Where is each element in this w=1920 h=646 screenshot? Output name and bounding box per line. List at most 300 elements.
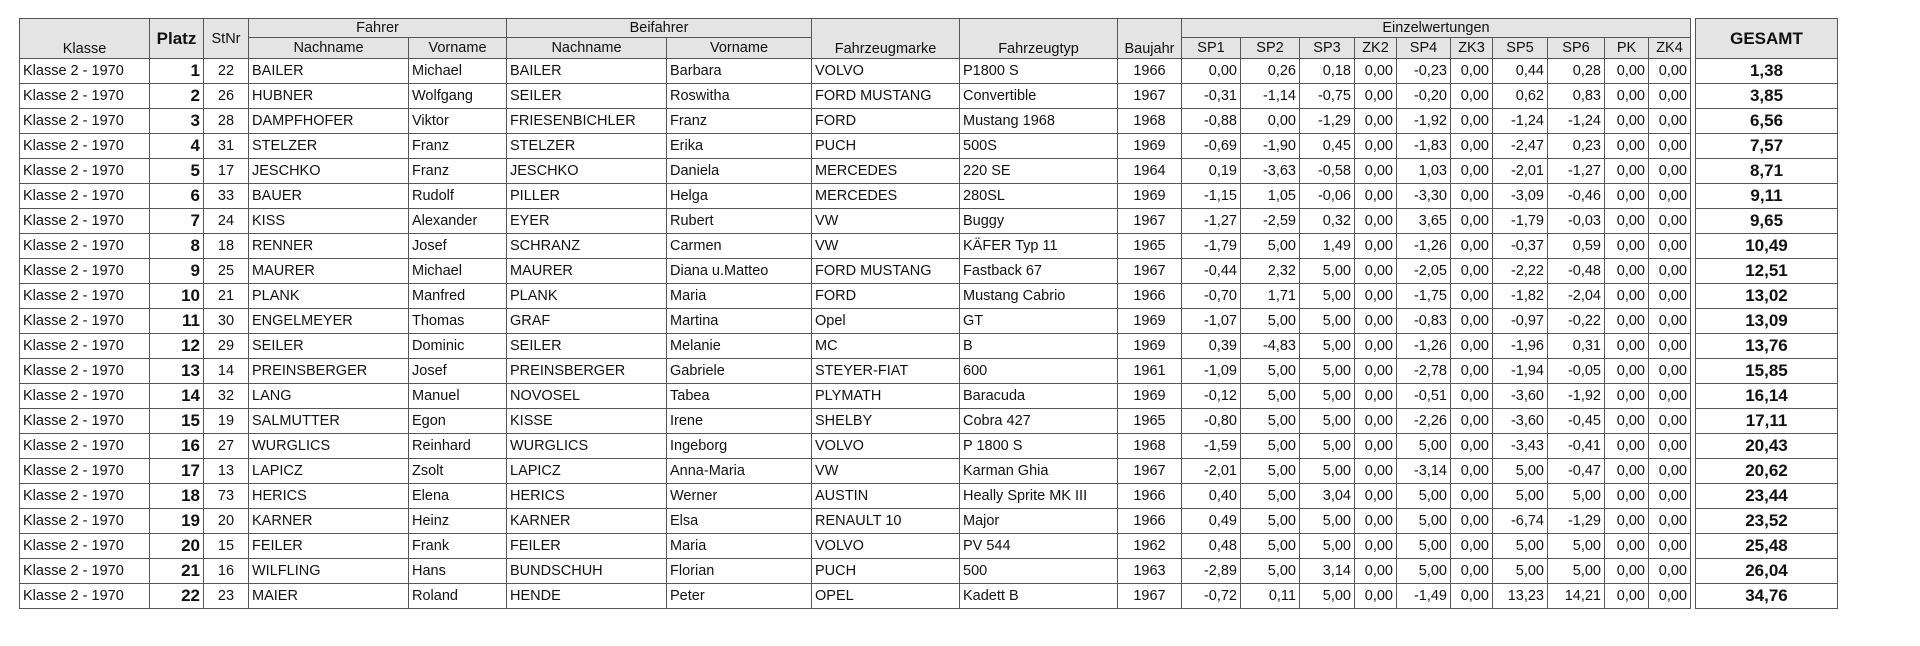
cell-platz: 17 [150,459,204,484]
header-fahrzeugtyp: Fahrzeugtyp [960,19,1118,59]
cell-sp6: 5,00 [1548,484,1605,509]
cell-fahrer-vorname: Roland [409,584,507,609]
cell-sp5: 13,23 [1493,584,1548,609]
cell-zk4: 0,00 [1649,259,1691,284]
header-stnr: StNr [204,19,249,59]
cell-zk2: 0,00 [1355,284,1397,309]
cell-zk2: 0,00 [1355,134,1397,159]
cell-fahrer-vorname: Josef [409,234,507,259]
cell-pk: 0,00 [1605,259,1649,284]
cell-sp2: -1,14 [1241,84,1300,109]
cell-pk: 0,00 [1605,334,1649,359]
cell-zk2: 0,00 [1355,384,1397,409]
cell-klasse: Klasse 2 - 1970 [20,509,150,534]
cell-fahrer-nachname: RENNER [249,234,409,259]
cell-stnr: 20 [204,509,249,534]
cell-pk: 0,00 [1605,84,1649,109]
cell-fahrzeugmarke: SHELBY [812,409,960,434]
table-row [20,209,1838,234]
cell-platz: 16 [150,434,204,459]
header-einzelwertungen: Einzelwertungen [1182,19,1691,38]
cell-fahrzeugmarke: STEYER-FIAT [812,359,960,384]
cell-zk2: 0,00 [1355,409,1397,434]
cell-fahrzeugtyp: 600 [960,359,1118,384]
cell-zk3: 0,00 [1451,134,1493,159]
cell-platz: 22 [150,584,204,609]
cell-gesamt: 16,14 [1696,384,1838,409]
cell-fahrzeugmarke: PLYMATH [812,384,960,409]
table-row [20,384,1838,409]
cell-fahrzeugmarke: FORD MUSTANG [812,84,960,109]
cell-sp5: -6,74 [1493,509,1548,534]
cell-baujahr: 1967 [1118,584,1182,609]
header-sp2: SP2 [1241,38,1300,59]
cell-baujahr: 1969 [1118,184,1182,209]
cell-sp5: -1,94 [1493,359,1548,384]
cell-zk4: 0,00 [1649,409,1691,434]
header-klasse: Klasse [20,19,150,59]
cell-zk3: 0,00 [1451,159,1493,184]
cell-zk4: 0,00 [1649,84,1691,109]
cell-gesamt: 1,38 [1696,59,1838,84]
cell-beifahrer-nachname: STELZER [507,134,667,159]
cell-sp3: 5,00 [1300,534,1355,559]
cell-fahrzeugtyp: Mustang 1968 [960,109,1118,134]
cell-baujahr: 1966 [1118,509,1182,534]
cell-sp2: 5,00 [1241,434,1300,459]
cell-fahrzeugmarke: AUSTIN [812,484,960,509]
cell-fahrer-nachname: SEILER [249,334,409,359]
cell-sp6: 5,00 [1548,534,1605,559]
cell-sp4: -3,14 [1397,459,1451,484]
cell-stnr: 18 [204,234,249,259]
cell-sp5: -1,96 [1493,334,1548,359]
cell-stnr: 19 [204,409,249,434]
cell-sp3: -0,58 [1300,159,1355,184]
cell-fahrzeugtyp: 220 SE [960,159,1118,184]
cell-baujahr: 1967 [1118,259,1182,284]
cell-sp3: 5,00 [1300,409,1355,434]
cell-beifahrer-nachname: BUNDSCHUH [507,559,667,584]
cell-fahrer-nachname: PLANK [249,284,409,309]
cell-baujahr: 1969 [1118,384,1182,409]
cell-fahrer-vorname: Heinz [409,509,507,534]
cell-baujahr: 1965 [1118,409,1182,434]
cell-zk4: 0,00 [1649,59,1691,84]
header-fahrzeugmarke: Fahrzeugmarke [812,19,960,59]
cell-stnr: 31 [204,134,249,159]
cell-sp6: -0,22 [1548,309,1605,334]
cell-sp6: 0,23 [1548,134,1605,159]
header-sp4: SP4 [1397,38,1451,59]
cell-zk3: 0,00 [1451,84,1493,109]
table-row [20,334,1838,359]
table-row [20,484,1838,509]
cell-zk2: 0,00 [1355,59,1397,84]
cell-gesamt: 20,43 [1696,434,1838,459]
cell-pk: 0,00 [1605,459,1649,484]
cell-pk: 0,00 [1605,484,1649,509]
cell-sp1: 0,49 [1182,509,1241,534]
cell-zk4: 0,00 [1649,534,1691,559]
cell-sp3: -0,06 [1300,184,1355,209]
cell-platz: 11 [150,309,204,334]
cell-zk3: 0,00 [1451,559,1493,584]
cell-pk: 0,00 [1605,109,1649,134]
cell-beifahrer-nachname: PLANK [507,284,667,309]
cell-fahrer-vorname: Michael [409,59,507,84]
cell-baujahr: 1969 [1118,334,1182,359]
header-zk4: ZK4 [1649,38,1691,59]
cell-fahrzeugmarke: VOLVO [812,59,960,84]
cell-sp1: -0,72 [1182,584,1241,609]
cell-fahrer-vorname: Hans [409,559,507,584]
cell-fahrzeugtyp: KÄFER Typ 11 [960,234,1118,259]
cell-fahrer-nachname: WURGLICS [249,434,409,459]
cell-sp3: 0,18 [1300,59,1355,84]
cell-sp4: -0,83 [1397,309,1451,334]
cell-sp2: 5,00 [1241,359,1300,384]
table-row [20,559,1838,584]
cell-zk4: 0,00 [1649,384,1691,409]
cell-sp1: 0,19 [1182,159,1241,184]
cell-sp5: -1,82 [1493,284,1548,309]
cell-stnr: 28 [204,109,249,134]
cell-klasse: Klasse 2 - 1970 [20,484,150,509]
cell-sp1: -0,88 [1182,109,1241,134]
cell-zk3: 0,00 [1451,334,1493,359]
cell-baujahr: 1962 [1118,534,1182,559]
cell-stnr: 32 [204,384,249,409]
cell-stnr: 17 [204,159,249,184]
cell-sp2: 0,26 [1241,59,1300,84]
cell-sp5: -2,22 [1493,259,1548,284]
table-row [20,259,1838,284]
cell-sp5: -2,01 [1493,159,1548,184]
cell-fahrer-vorname: Manfred [409,284,507,309]
cell-stnr: 14 [204,359,249,384]
cell-fahrzeugtyp: Convertible [960,84,1118,109]
cell-fahrer-vorname: Wolfgang [409,84,507,109]
cell-fahrzeugtyp: Baracuda [960,384,1118,409]
cell-zk4: 0,00 [1649,359,1691,384]
cell-sp6: -0,41 [1548,434,1605,459]
header-sp1: SP1 [1182,38,1241,59]
cell-sp4: -2,78 [1397,359,1451,384]
cell-baujahr: 1964 [1118,159,1182,184]
cell-zk2: 0,00 [1355,509,1397,534]
cell-fahrzeugmarke: VW [812,209,960,234]
cell-beifahrer-vorname: Barbara [667,59,812,84]
cell-sp4: 1,03 [1397,159,1451,184]
cell-sp5: 5,00 [1493,484,1548,509]
cell-platz: 18 [150,484,204,509]
cell-zk3: 0,00 [1451,184,1493,209]
cell-klasse: Klasse 2 - 1970 [20,434,150,459]
cell-fahrer-nachname: STELZER [249,134,409,159]
cell-zk3: 0,00 [1451,359,1493,384]
cell-zk2: 0,00 [1355,234,1397,259]
cell-fahrer-vorname: Alexander [409,209,507,234]
header-platz: Platz [150,19,204,59]
cell-beifahrer-vorname: Peter [667,584,812,609]
cell-fahrer-nachname: MAIER [249,584,409,609]
cell-pk: 0,00 [1605,559,1649,584]
cell-zk2: 0,00 [1355,209,1397,234]
cell-sp4: 5,00 [1397,534,1451,559]
cell-sp2: 5,00 [1241,559,1300,584]
cell-beifahrer-nachname: EYER [507,209,667,234]
cell-sp2: 1,05 [1241,184,1300,209]
cell-sp4: -0,20 [1397,84,1451,109]
cell-gesamt: 13,09 [1696,309,1838,334]
cell-zk4: 0,00 [1649,209,1691,234]
cell-klasse: Klasse 2 - 1970 [20,334,150,359]
cell-platz: 13 [150,359,204,384]
cell-sp2: 5,00 [1241,459,1300,484]
cell-fahrer-nachname: BAILER [249,59,409,84]
table-row [20,434,1838,459]
cell-zk4: 0,00 [1649,109,1691,134]
cell-platz: 7 [150,209,204,234]
cell-fahrzeugmarke: FORD MUSTANG [812,259,960,284]
cell-klasse: Klasse 2 - 1970 [20,234,150,259]
cell-fahrzeugmarke: PUCH [812,134,960,159]
cell-fahrer-nachname: ENGELMEYER [249,309,409,334]
cell-sp2: 5,00 [1241,484,1300,509]
cell-sp6: -0,48 [1548,259,1605,284]
cell-sp3: -1,29 [1300,109,1355,134]
cell-baujahr: 1966 [1118,484,1182,509]
cell-zk2: 0,00 [1355,259,1397,284]
cell-fahrer-nachname: KISS [249,209,409,234]
cell-sp6: -0,45 [1548,409,1605,434]
table-row [20,409,1838,434]
cell-pk: 0,00 [1605,209,1649,234]
cell-fahrzeugtyp: 280SL [960,184,1118,209]
header-zk3: ZK3 [1451,38,1493,59]
results-sheet [19,18,1838,609]
cell-gesamt: 23,44 [1696,484,1838,509]
cell-baujahr: 1966 [1118,59,1182,84]
cell-zk2: 0,00 [1355,184,1397,209]
cell-sp6: 0,28 [1548,59,1605,84]
cell-beifahrer-vorname: Irene [667,409,812,434]
cell-zk2: 0,00 [1355,534,1397,559]
cell-zk3: 0,00 [1451,109,1493,134]
cell-sp2: 5,00 [1241,234,1300,259]
cell-stnr: 33 [204,184,249,209]
cell-baujahr: 1967 [1118,209,1182,234]
cell-fahrzeugtyp: PV 544 [960,534,1118,559]
cell-sp2: 5,00 [1241,409,1300,434]
cell-beifahrer-nachname: MAURER [507,259,667,284]
cell-fahrzeugmarke: FORD [812,284,960,309]
cell-sp1: -1,15 [1182,184,1241,209]
header-fahrer-vorname: Vorname [409,38,507,59]
cell-sp2: 5,00 [1241,509,1300,534]
table-row [20,284,1838,309]
header-sp5: SP5 [1493,38,1548,59]
cell-beifahrer-vorname: Werner [667,484,812,509]
cell-sp6: -1,29 [1548,509,1605,534]
cell-sp1: -0,44 [1182,259,1241,284]
cell-sp3: 5,00 [1300,309,1355,334]
cell-zk2: 0,00 [1355,84,1397,109]
cell-zk3: 0,00 [1451,259,1493,284]
table-row [20,234,1838,259]
cell-fahrer-vorname: Franz [409,134,507,159]
header-baujahr: Baujahr [1118,19,1182,59]
cell-pk: 0,00 [1605,134,1649,159]
cell-sp6: 5,00 [1548,559,1605,584]
cell-pk: 0,00 [1605,159,1649,184]
cell-gesamt: 26,04 [1696,559,1838,584]
cell-pk: 0,00 [1605,584,1649,609]
cell-beifahrer-nachname: PREINSBERGER [507,359,667,384]
cell-zk2: 0,00 [1355,584,1397,609]
cell-fahrer-vorname: Reinhard [409,434,507,459]
cell-sp4: -1,26 [1397,234,1451,259]
cell-fahrzeugtyp: Kadett B [960,584,1118,609]
cell-sp5: 0,62 [1493,84,1548,109]
cell-baujahr: 1965 [1118,234,1182,259]
cell-sp4: -1,75 [1397,284,1451,309]
cell-fahrzeugtyp: Major [960,509,1118,534]
cell-sp5: -3,09 [1493,184,1548,209]
cell-sp2: 2,32 [1241,259,1300,284]
cell-sp6: 0,59 [1548,234,1605,259]
cell-klasse: Klasse 2 - 1970 [20,259,150,284]
cell-sp2: 0,00 [1241,109,1300,134]
header-sp3: SP3 [1300,38,1355,59]
header-fahrer: Fahrer [249,19,507,38]
cell-fahrer-vorname: Egon [409,409,507,434]
cell-sp1: -0,31 [1182,84,1241,109]
cell-klasse: Klasse 2 - 1970 [20,459,150,484]
cell-sp2: -2,59 [1241,209,1300,234]
cell-sp3: 5,00 [1300,334,1355,359]
cell-klasse: Klasse 2 - 1970 [20,284,150,309]
cell-fahrer-vorname: Viktor [409,109,507,134]
cell-fahrzeugmarke: Opel [812,309,960,334]
cell-beifahrer-nachname: SEILER [507,84,667,109]
header-sp6: SP6 [1548,38,1605,59]
cell-beifahrer-vorname: Maria [667,284,812,309]
cell-baujahr: 1967 [1118,84,1182,109]
cell-sp3: 5,00 [1300,259,1355,284]
cell-platz: 21 [150,559,204,584]
cell-beifahrer-nachname: WURGLICS [507,434,667,459]
cell-sp3: 5,00 [1300,284,1355,309]
cell-sp4: -0,23 [1397,59,1451,84]
cell-zk3: 0,00 [1451,309,1493,334]
cell-beifahrer-nachname: PILLER [507,184,667,209]
cell-klasse: Klasse 2 - 1970 [20,209,150,234]
cell-baujahr: 1967 [1118,459,1182,484]
cell-sp2: -1,90 [1241,134,1300,159]
cell-sp4: 5,00 [1397,484,1451,509]
cell-sp3: 5,00 [1300,584,1355,609]
cell-platz: 20 [150,534,204,559]
cell-sp1: 0,48 [1182,534,1241,559]
cell-beifahrer-vorname: Gabriele [667,359,812,384]
cell-zk4: 0,00 [1649,334,1691,359]
cell-sp6: 0,31 [1548,334,1605,359]
cell-pk: 0,00 [1605,409,1649,434]
cell-sp4: 3,65 [1397,209,1451,234]
cell-sp3: 5,00 [1300,384,1355,409]
cell-klasse: Klasse 2 - 1970 [20,109,150,134]
cell-stnr: 21 [204,284,249,309]
cell-fahrzeugmarke: MERCEDES [812,184,960,209]
cell-sp2: 0,11 [1241,584,1300,609]
cell-fahrer-nachname: DAMPFHOFER [249,109,409,134]
cell-sp4: -1,49 [1397,584,1451,609]
cell-zk3: 0,00 [1451,509,1493,534]
cell-zk2: 0,00 [1355,309,1397,334]
header-pk: PK [1605,38,1649,59]
cell-gesamt: 15,85 [1696,359,1838,384]
cell-fahrer-vorname: Josef [409,359,507,384]
cell-beifahrer-vorname: Martina [667,309,812,334]
cell-sp1: -1,09 [1182,359,1241,384]
cell-gesamt: 13,76 [1696,334,1838,359]
cell-klasse: Klasse 2 - 1970 [20,584,150,609]
cell-zk3: 0,00 [1451,459,1493,484]
cell-gesamt: 9,11 [1696,184,1838,209]
header-gesamt: GESAMT [1696,19,1838,59]
cell-sp4: -2,26 [1397,409,1451,434]
cell-stnr: 26 [204,84,249,109]
cell-fahrer-vorname: Dominic [409,334,507,359]
table-row [20,534,1838,559]
cell-sp5: -0,37 [1493,234,1548,259]
cell-gesamt: 23,52 [1696,509,1838,534]
cell-zk3: 0,00 [1451,584,1493,609]
cell-platz: 4 [150,134,204,159]
cell-stnr: 13 [204,459,249,484]
cell-zk4: 0,00 [1649,484,1691,509]
cell-sp6: -0,05 [1548,359,1605,384]
cell-pk: 0,00 [1605,284,1649,309]
cell-sp1: -0,12 [1182,384,1241,409]
cell-pk: 0,00 [1605,184,1649,209]
cell-zk4: 0,00 [1649,284,1691,309]
table-row [20,509,1838,534]
cell-stnr: 27 [204,434,249,459]
cell-fahrer-nachname: HERICS [249,484,409,509]
cell-platz: 9 [150,259,204,284]
cell-fahrzeugtyp: Karman Ghia [960,459,1118,484]
cell-beifahrer-nachname: FEILER [507,534,667,559]
cell-sp6: -2,04 [1548,284,1605,309]
cell-zk4: 0,00 [1649,434,1691,459]
cell-sp3: -0,75 [1300,84,1355,109]
cell-sp6: -0,03 [1548,209,1605,234]
cell-fahrzeugtyp: Heally Sprite MK III [960,484,1118,509]
cell-klasse: Klasse 2 - 1970 [20,184,150,209]
cell-klasse: Klasse 2 - 1970 [20,134,150,159]
cell-beifahrer-vorname: Helga [667,184,812,209]
cell-fahrer-vorname: Zsolt [409,459,507,484]
cell-beifahrer-nachname: SCHRANZ [507,234,667,259]
cell-sp5: -1,24 [1493,109,1548,134]
cell-stnr: 25 [204,259,249,284]
cell-sp2: 5,00 [1241,384,1300,409]
cell-zk4: 0,00 [1649,159,1691,184]
cell-gesamt: 17,11 [1696,409,1838,434]
